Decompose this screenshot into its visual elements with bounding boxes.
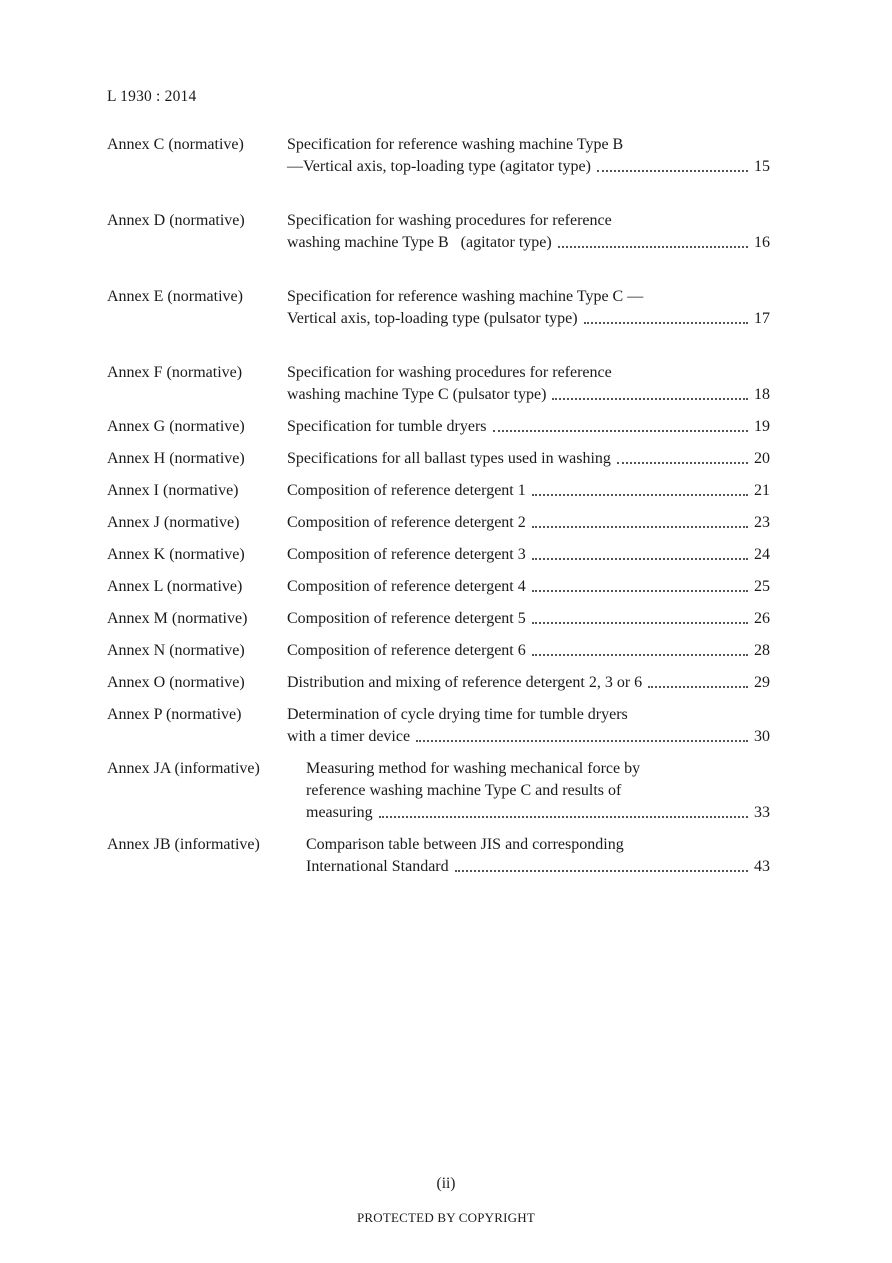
toc-entry[interactable] (107, 448, 770, 470)
toc-entry-title-line: Specification for reference washing machine Type C — (287, 288, 644, 305)
toc-entry[interactable] (107, 834, 770, 878)
toc-entry-page: 33 (754, 804, 770, 821)
dot-leader (552, 398, 748, 400)
toc-entry[interactable] (107, 416, 770, 438)
table-of-contents (107, 134, 770, 878)
toc-entry-label: Annex G (normative) (107, 418, 245, 435)
toc-entry-label: Annex O (normative) (107, 674, 245, 691)
dot-leader (597, 170, 748, 172)
toc-entry-label: Annex C (normative) (107, 136, 244, 153)
toc-entry-page: 15 (754, 158, 770, 175)
toc-entry-label: Annex I (normative) (107, 482, 239, 499)
toc-entry-description (306, 758, 770, 824)
toc-entry[interactable] (107, 544, 770, 566)
dot-leader (558, 246, 748, 248)
toc-entry-description (306, 834, 770, 878)
toc-entry-title-line: Vertical axis, top-loading type (pulsator type) (287, 310, 578, 327)
toc-entry-description (287, 286, 770, 330)
toc-entry-title-line: Composition of reference detergent 3 (287, 546, 526, 563)
dot-leader (584, 322, 748, 324)
toc-entry-final-line (306, 802, 770, 824)
toc-entry-title-line: Measuring method for washing mechanical force by (306, 760, 641, 777)
toc-entry-description (287, 544, 770, 566)
toc-entry-title-line: measuring (306, 804, 373, 821)
toc-entry[interactable] (107, 576, 770, 598)
toc-entry-final-line (287, 672, 770, 694)
toc-entry-page: 30 (754, 728, 770, 745)
toc-entry[interactable] (107, 672, 770, 694)
toc-entry-page: 25 (754, 578, 770, 595)
toc-entry[interactable] (107, 210, 770, 254)
toc-entry-title-line: Comparison table between JIS and corresponding (306, 836, 624, 853)
toc-entry-page: 26 (754, 610, 770, 627)
toc-entry-title-line: reference washing machine Type C and results of (306, 782, 622, 799)
toc-entry[interactable] (107, 134, 770, 178)
toc-entry-title-line: Specification for reference washing machine Type B (287, 136, 624, 153)
dot-leader (532, 654, 748, 656)
toc-entry-final-line (287, 308, 770, 330)
toc-entry-label: Annex JB (informative) (107, 836, 260, 853)
toc-entry-label: Annex N (normative) (107, 642, 245, 659)
toc-entry-final-line (287, 608, 770, 630)
toc-entry-final-line (287, 576, 770, 598)
toc-entry-description (287, 448, 770, 470)
toc-entry-label: Annex F (normative) (107, 364, 243, 381)
toc-entry-title-line: washing machine Type B (agitator type) (287, 234, 552, 251)
toc-entry-title-line: Distribution and mixing of reference detergent 2, 3 or 6 (287, 674, 643, 691)
toc-entry-label: Annex J (normative) (107, 514, 240, 531)
toc-entry-label: Annex K (normative) (107, 546, 245, 563)
dot-leader (532, 494, 748, 496)
toc-entry-final-line (287, 448, 770, 470)
toc-entry[interactable] (107, 640, 770, 662)
toc-entry-title-line: Specification for washing procedures for reference (287, 212, 612, 229)
dot-leader (416, 740, 748, 742)
toc-entry-final-line (287, 384, 770, 406)
toc-entry-label: Annex E (normative) (107, 288, 243, 305)
toc-entry-label: Annex L (normative) (107, 578, 243, 595)
page-number: (ii) (436, 1175, 456, 1192)
toc-entry-title-line: Composition of reference detergent 5 (287, 610, 526, 627)
toc-entry-title-line: Specification for tumble dryers (287, 418, 487, 435)
toc-entry[interactable] (107, 608, 770, 630)
dot-leader (455, 870, 748, 872)
toc-entry-title-line: Composition of reference detergent 1 (287, 482, 526, 499)
toc-entry-title-line: Composition of reference detergent 4 (287, 578, 526, 595)
toc-entry-page: 21 (754, 482, 770, 499)
toc-entry-page: 24 (754, 546, 770, 563)
toc-entry-title-line: Determination of cycle drying time for tumble dryers (287, 706, 628, 723)
toc-entry-description (287, 640, 770, 662)
toc-entry[interactable] (107, 480, 770, 502)
toc-entry-description (287, 672, 770, 694)
toc-entry-label: Annex H (normative) (107, 450, 245, 467)
toc-entry-description (287, 512, 770, 534)
dot-leader (493, 430, 749, 432)
toc-entry-description (287, 576, 770, 598)
toc-entry-description (287, 704, 770, 748)
toc-entry-label: Annex P (normative) (107, 706, 242, 723)
toc-entry-page: 20 (754, 450, 770, 467)
toc-entry-final-line (287, 640, 770, 662)
toc-entry-label: Annex JA (informative) (107, 760, 260, 777)
dot-leader (532, 526, 748, 528)
toc-entry[interactable] (107, 362, 770, 406)
toc-entry-description (287, 608, 770, 630)
toc-entry-final-line (287, 156, 770, 178)
toc-entry[interactable] (107, 286, 770, 330)
dot-leader (617, 462, 748, 464)
toc-entry-description (287, 362, 770, 406)
toc-entry-final-line (306, 856, 770, 878)
toc-entry-description (287, 134, 770, 178)
toc-entry-title-line: Composition of reference detergent 2 (287, 514, 526, 531)
toc-entry-final-line (287, 232, 770, 254)
toc-entry-page: 29 (754, 674, 770, 691)
dot-leader (532, 558, 748, 560)
toc-entry-page: 16 (754, 234, 770, 251)
dot-leader (532, 622, 748, 624)
toc-entry-label: Annex D (normative) (107, 212, 245, 229)
copyright-notice: PROTECTED BY COPYRIGHT (357, 1210, 535, 1225)
dot-leader (532, 590, 748, 592)
toc-entry-title-line: —Vertical axis, top-loading type (agitator type) (287, 158, 591, 175)
toc-entry-final-line (287, 544, 770, 566)
toc-entry-final-line (287, 480, 770, 502)
toc-entry-page: 43 (754, 858, 770, 875)
document-code: L 1930 : 2014 (107, 88, 197, 105)
toc-entry-final-line (287, 512, 770, 534)
toc-entry-description (287, 480, 770, 502)
toc-entry-description (287, 416, 770, 438)
toc-entry-page: 28 (754, 642, 770, 659)
toc-entry-title-line: Specifications for all ballast types used in washing (287, 450, 611, 467)
toc-entry-page: 18 (754, 386, 770, 403)
toc-entry[interactable] (107, 704, 770, 748)
toc-entry-title-line: Composition of reference detergent 6 (287, 642, 526, 659)
dot-leader (648, 686, 748, 688)
dot-leader (379, 816, 748, 818)
toc-entry-title-line: Specification for washing procedures for reference (287, 364, 612, 381)
toc-entry-page: 17 (754, 310, 770, 327)
toc-entry-description (287, 210, 770, 254)
toc-entry-page: 19 (754, 418, 770, 435)
toc-entry-title-line: with a timer device (287, 728, 411, 745)
toc-entry-final-line (287, 726, 770, 748)
toc-entry[interactable] (107, 512, 770, 534)
toc-entry-title-line: International Standard (306, 858, 449, 875)
toc-entry-page: 23 (754, 514, 770, 531)
toc-entry-final-line (287, 416, 770, 438)
toc-entry-label: Annex M (normative) (107, 610, 248, 627)
toc-entry[interactable] (107, 758, 770, 824)
toc-entry-title-line: washing machine Type C (pulsator type) (287, 386, 547, 403)
